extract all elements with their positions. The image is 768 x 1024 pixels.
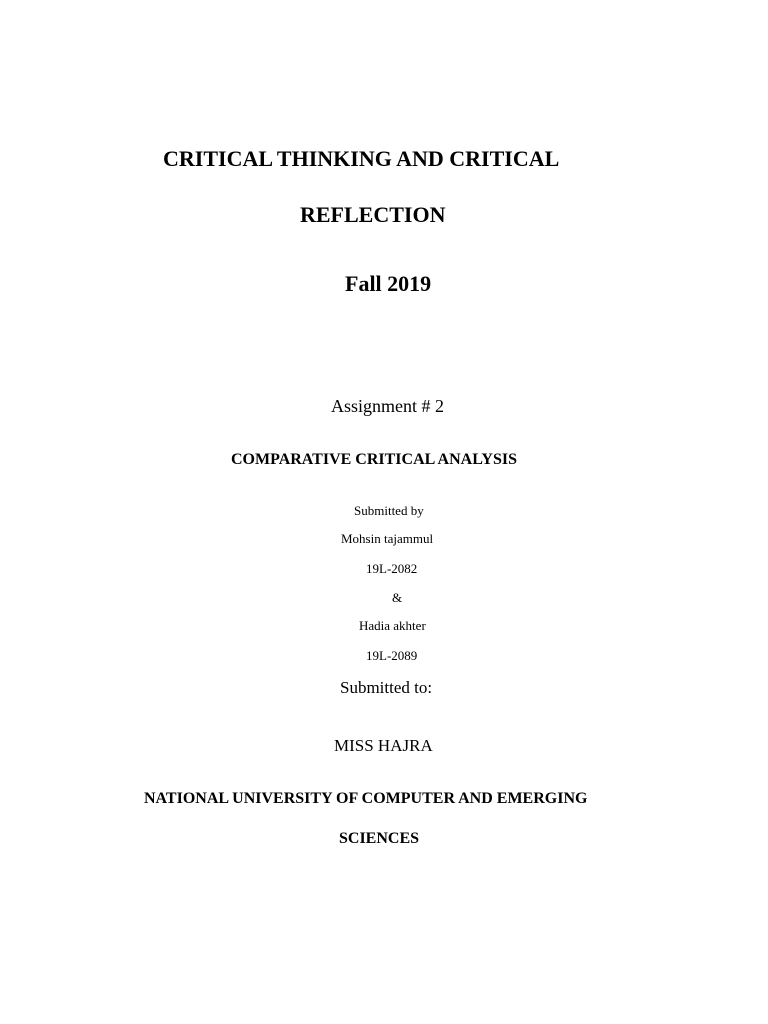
student-2-name: Hadia akhter	[359, 618, 426, 633]
assignment-number: Assignment # 2	[331, 396, 445, 416]
assignment-subtitle: COMPARATIVE CRITICAL ANALYSIS	[231, 451, 517, 468]
term: Fall 2019	[345, 271, 432, 296]
title-line-1: CRITICAL THINKING AND CRITICAL	[163, 146, 560, 171]
submitted-by-label: Submitted by	[354, 503, 424, 518]
ampersand: &	[392, 590, 403, 605]
student-1-id: 19L-2082	[366, 561, 418, 576]
title-line-2: REFLECTION	[300, 202, 446, 227]
submitted-to-label: Submitted to:	[340, 678, 433, 697]
university-line-2: SCIENCES	[339, 830, 420, 847]
student-1-name: Mohsin tajammul	[341, 531, 434, 546]
university-line-1: NATIONAL UNIVERSITY OF COMPUTER AND EMERGING	[144, 790, 588, 807]
instructor-name: MISS HAJRA	[334, 736, 433, 755]
student-2-id: 19L-2089	[366, 648, 418, 663]
